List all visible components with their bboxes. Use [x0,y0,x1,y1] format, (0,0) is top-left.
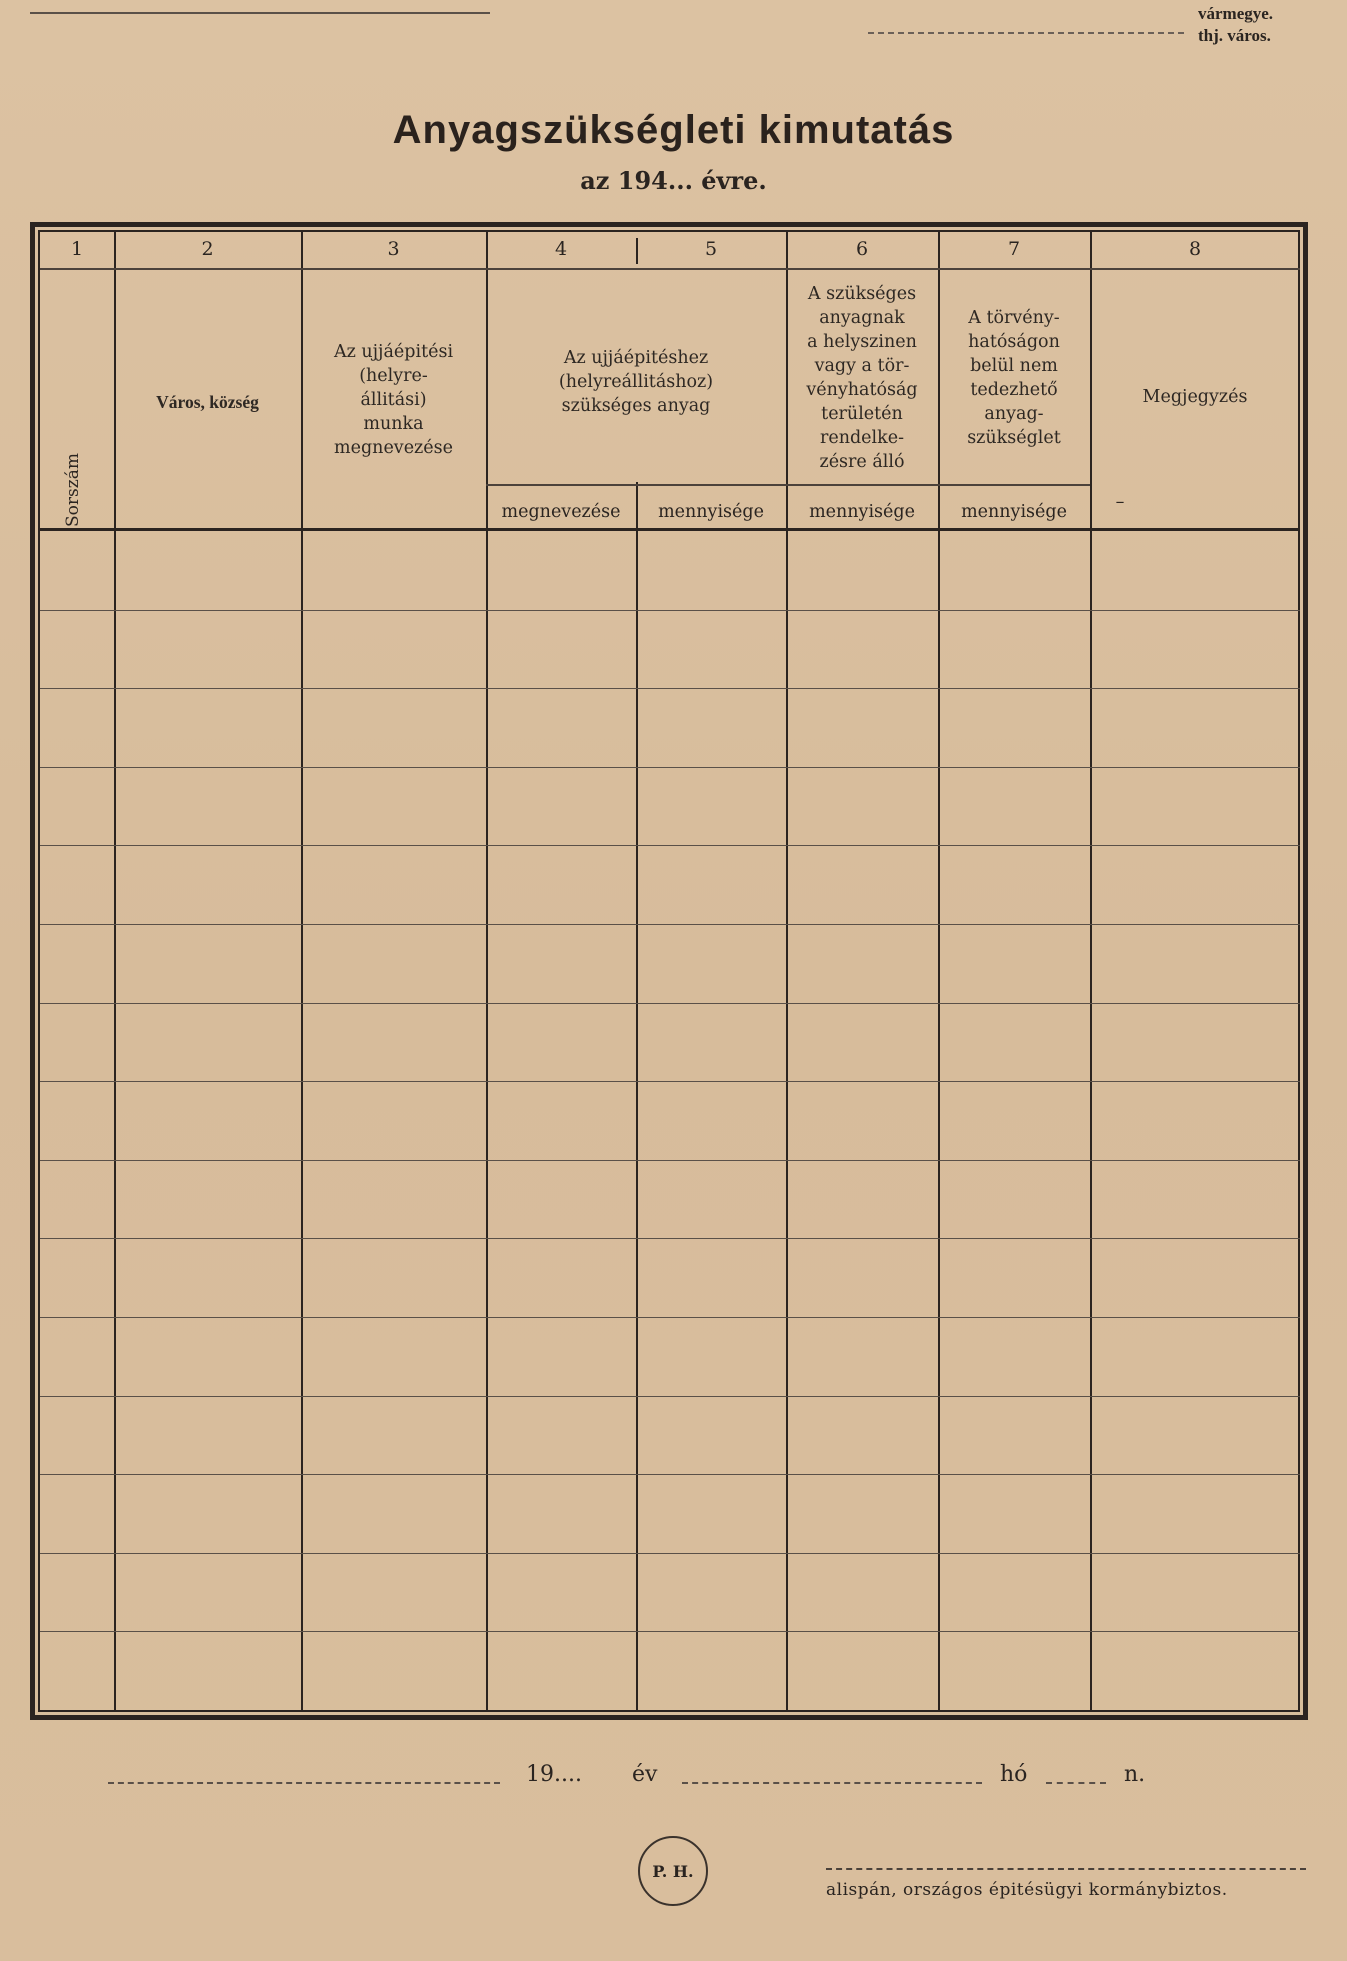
header-line: szükséglet [967,428,1061,448]
table-row-line [40,767,1300,768]
header-line: A szükséges [807,284,917,304]
table-row-line [40,1081,1300,1082]
table-row-line [40,1396,1300,1397]
subheader-quantity: mennyisége [809,502,915,522]
sorszam-label: Sorszám [63,453,83,527]
header-line: belül nem [970,356,1058,376]
table-row-line [40,1631,1300,1632]
footer-month-label: hó [1000,1762,1028,1787]
footer-year-label: év [632,1762,658,1787]
top-dotted-line [868,32,1184,34]
subheader-quantity: mennyisége [961,502,1067,522]
column-number: 6 [855,238,869,260]
table-row-line [40,1553,1300,1554]
number-row-line [40,268,1300,270]
day-dotted-line [1046,1782,1106,1784]
header-line: a helyszinen [807,332,917,352]
table-row-line [40,1160,1300,1161]
table-row-line [40,688,1300,689]
page-title: Anyagszükségleti kimutatás [392,108,955,152]
column-header-town: Város, község [156,392,259,412]
table-row-line [40,1474,1300,1475]
column-number: 5 [704,238,718,260]
table-row-line [40,924,1300,925]
city-label: thj. város. [1198,26,1271,45]
table-row-line [40,610,1300,611]
column-divider [636,482,638,1710]
table-row-line [40,1317,1300,1318]
header-line: hatóságon [968,332,1060,352]
column-header-available [786,282,938,474]
header-line: anyag- [984,404,1044,424]
column-number: 8 [1188,238,1202,260]
county-label: vármegye. [1198,4,1274,23]
header-line: (helyreállitáshoz) [558,372,714,392]
subheader-quantity: mennyisége [658,502,764,522]
header-bottom-line [40,528,1300,531]
column-divider [486,232,488,1710]
column-number: 2 [201,238,214,260]
column-divider [114,232,116,1710]
month-dotted-line [682,1782,982,1784]
top-rule [30,12,490,14]
place-dotted-line [108,1782,500,1784]
header-line: szükséges anyag [561,396,711,416]
page-subtitle: az 194... évre. [580,166,767,195]
column-divider [1090,232,1092,1710]
column-header-sorszam [56,440,90,540]
column-number: 3 [387,238,400,260]
table-row-line [40,1003,1300,1004]
header-line: (helyre- [359,366,428,386]
column-divider [938,232,940,1710]
header-line: A törvény- [968,308,1060,328]
header-line: Az ujjáépitéshez [563,348,709,368]
signer-title: alispán, országos épitésügyi kormánybiztos. [826,1880,1228,1900]
header-line: megnevezése [334,438,453,458]
column-number: 4 [554,238,568,260]
header-line: vényhatóság [806,380,918,400]
header-line: vagy a tör- [814,356,910,376]
header-line: munka [363,414,424,434]
subheader-line [486,484,1090,486]
column-number: 1 [70,238,84,260]
footer-day-label: n. [1124,1762,1146,1787]
column-header-work [301,340,486,460]
signature-line [826,1868,1306,1870]
official-stamp-circle: P. H. [638,1836,708,1906]
header-line: Az ujjáépitési [333,342,454,362]
column-number: 7 [1007,238,1021,260]
header-line: zésre álló [819,452,905,472]
header-line: anyagnak [819,308,905,328]
header-line: rendelke- [819,428,905,448]
table-row-line [40,845,1300,846]
subheader-dash: – [1115,492,1125,512]
column-header-material [486,346,786,418]
footer-year: 19.... [526,1762,582,1787]
table-inner-frame [38,230,1300,1712]
header-line: területén [821,404,903,424]
column-header-requirement [938,306,1090,450]
table-row-line [40,1238,1300,1239]
header-line: tedezhető [970,380,1058,400]
header-line: állitási) [360,390,427,410]
column-header-notes: Megjegyzés [1142,387,1248,407]
subheader-name: megnevezése [501,502,621,522]
